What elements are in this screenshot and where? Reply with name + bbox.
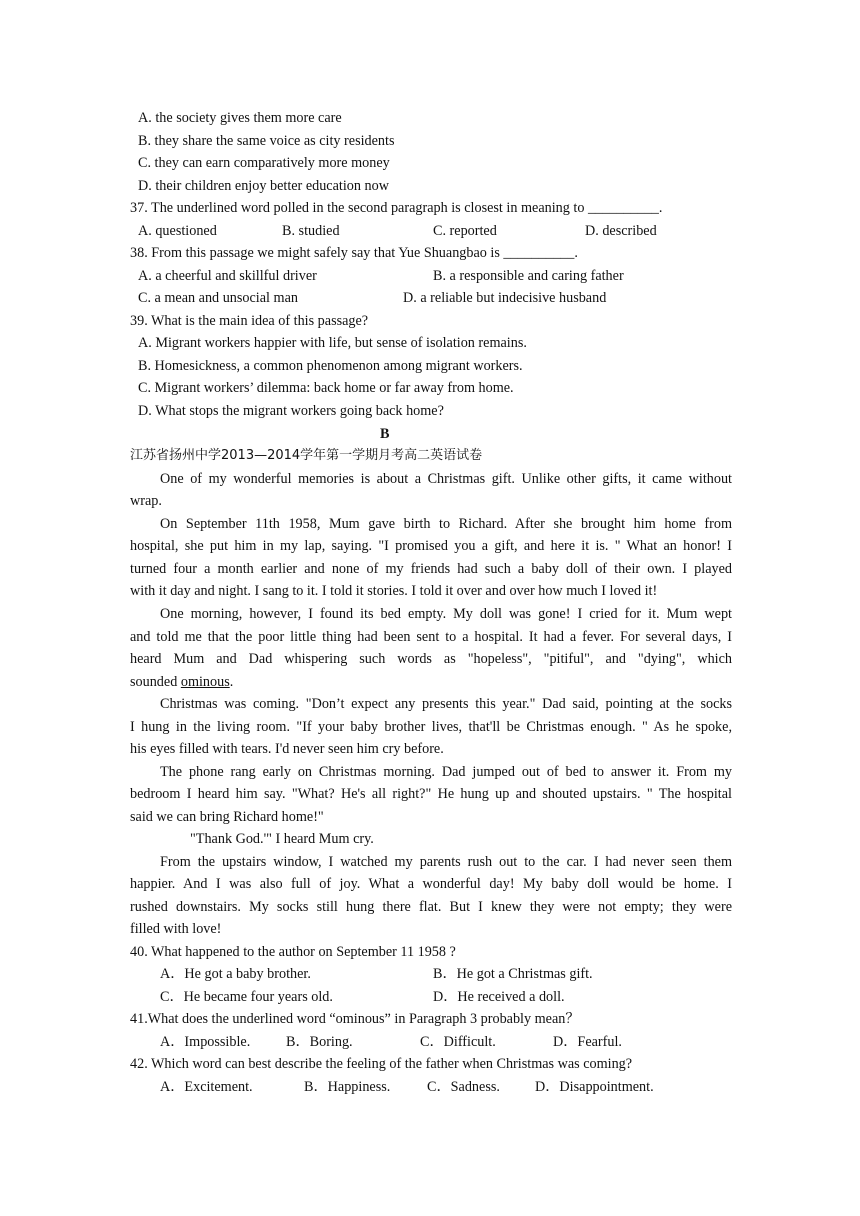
q36-option-d: D. their children enjoy better education now bbox=[138, 178, 389, 194]
passage-line: On September 11th 1958, Mum gave birth to Richard. After she brought him home from bbox=[160, 516, 732, 532]
q41-option-b: B．Boring. bbox=[286, 1034, 353, 1050]
passage-line: "Thank God.'" I heard Mum cry. bbox=[190, 831, 374, 847]
passage-line: Christmas was coming. "Don’t expect any presents this year." Dad said, pointing at the socks bbox=[160, 696, 732, 712]
q37-option-d: D. described bbox=[585, 223, 657, 239]
q39-option-b: B. Homesickness, a common phenomenon among migrant workers. bbox=[138, 358, 523, 374]
q42-option-a: A．Excitement. bbox=[160, 1079, 253, 1095]
passage-line: One of my wonderful memories is about a Christmas gift. Unlike other gifts, it came without bbox=[160, 471, 732, 487]
q38-option-a: A. a cheerful and skillful driver bbox=[138, 268, 317, 284]
passage-text: . bbox=[229, 674, 234, 690]
q37-option-b: B. studied bbox=[282, 223, 340, 239]
q38-option-c: C. a mean and unsocial man bbox=[138, 290, 298, 306]
q37-option-c: C. reported bbox=[433, 223, 497, 239]
passage-line: filled with love! bbox=[130, 921, 222, 937]
q42-option-d: D．Disappointment. bbox=[535, 1079, 654, 1095]
q36-option-b: B. they share the same voice as city residents bbox=[138, 133, 395, 149]
q38-option-b: B. a responsible and caring father bbox=[433, 268, 624, 284]
q39-option-c: C. Migrant workers’ dilemma: back home or far away from home. bbox=[138, 380, 514, 396]
passage-line: One morning, however, I found its bed empty. My doll was gone! I cried for it. Mum wept bbox=[160, 606, 732, 622]
q38-option-d: D. a reliable but indecisive husband bbox=[403, 290, 607, 306]
q42-stem: 42. Which word can best describe the feeling of the father when Christmas was coming? bbox=[130, 1056, 633, 1072]
q40-option-d: D．He received a doll. bbox=[433, 989, 565, 1005]
q40-option-c: C．He became four years old. bbox=[160, 989, 333, 1005]
q41-option-a: A．Impossible. bbox=[160, 1034, 251, 1050]
q39-option-d: D. What stops the migrant workers going back home? bbox=[138, 403, 444, 419]
section-heading: B bbox=[380, 426, 390, 442]
passage-line: said we can bring Richard home!" bbox=[130, 809, 324, 825]
passage-line: From the upstairs window, I watched my parents rush out to the car. I had never seen them bbox=[160, 854, 732, 870]
passage-line: with it day and night. I sang to it. I told it stories. I told it over and over how much I loved it! bbox=[130, 583, 658, 599]
q39-stem: 39. What is the main idea of this passage? bbox=[130, 313, 369, 329]
q42-option-b: B．Happiness. bbox=[304, 1079, 391, 1095]
q40-option-a: A．He got a baby brother. bbox=[160, 966, 311, 982]
passage-line: hospital, she put him in my lap, saying. "I promised you a gift, and here it is. " What an honor! I bbox=[130, 538, 732, 554]
q36-option-c: C. they can earn comparatively more money bbox=[138, 155, 390, 171]
underlined-word-ominous: ominous bbox=[180, 674, 230, 690]
passage-line bbox=[130, 672, 233, 692]
q39-option-a: A. Migrant workers happier with life, but sense of isolation remains. bbox=[138, 335, 527, 351]
passage-line: The phone rang early on Christmas morning. Dad jumped out of bed to answer it. From my bbox=[160, 764, 732, 780]
q42-option-c: C．Sadness. bbox=[427, 1079, 500, 1095]
passage-line: his eyes filled with tears. I'd never seen him cry before. bbox=[130, 741, 444, 757]
passage-text: sounded bbox=[130, 674, 181, 690]
q40-option-b: B．He got a Christmas gift. bbox=[433, 966, 593, 982]
passage-line: turned four a month earlier and none of my friends had such a baby doll of their own. I played bbox=[130, 561, 732, 577]
q41-stem: 41.What does the underlined word “ominous” in Paragraph 3 probably mean？ bbox=[130, 1011, 580, 1027]
passage-line: happier. And I was also full of joy. What a wonderful day! My baby doll would be home. I bbox=[130, 876, 732, 892]
passage-line: heard Mum and Dad whispering such words as "hopeless", "pitiful", and "dying", which bbox=[130, 651, 732, 667]
q37-option-a: A. questioned bbox=[138, 223, 217, 239]
q36-option-a: A. the society gives them more care bbox=[138, 110, 342, 126]
source-line: 江苏省扬州中学2013—2014学年第一学期月考高二英语试卷 bbox=[130, 448, 483, 463]
passage-line: wrap. bbox=[130, 493, 162, 509]
q40-stem: 40. What happened to the author on September 11 1958 ? bbox=[130, 944, 456, 960]
passage-line: and told me that the poor little thing had been sent to a hospital. It had a fever. For several days, I bbox=[130, 629, 732, 645]
q37-stem: 37. The underlined word polled in the second paragraph is closest in meaning to __________. bbox=[130, 200, 663, 216]
q41-option-c: C．Difficult. bbox=[420, 1034, 496, 1050]
passage-line: I hung in the living room. "If your baby brother lives, that'll be Christmas enough. " As he spoke, bbox=[130, 719, 732, 735]
q41-option-d: D．Fearful. bbox=[553, 1034, 622, 1050]
q38-stem: 38. From this passage we might safely say that Yue Shuangbao is __________. bbox=[130, 245, 578, 261]
passage-line: bedroom I heard him say. "What? He's all right?" He hung up and shouted upstairs. " The hospital bbox=[130, 786, 732, 802]
passage-line: rushed downstairs. My socks still hung there flat. But I knew they were not empty; they were bbox=[130, 899, 732, 915]
